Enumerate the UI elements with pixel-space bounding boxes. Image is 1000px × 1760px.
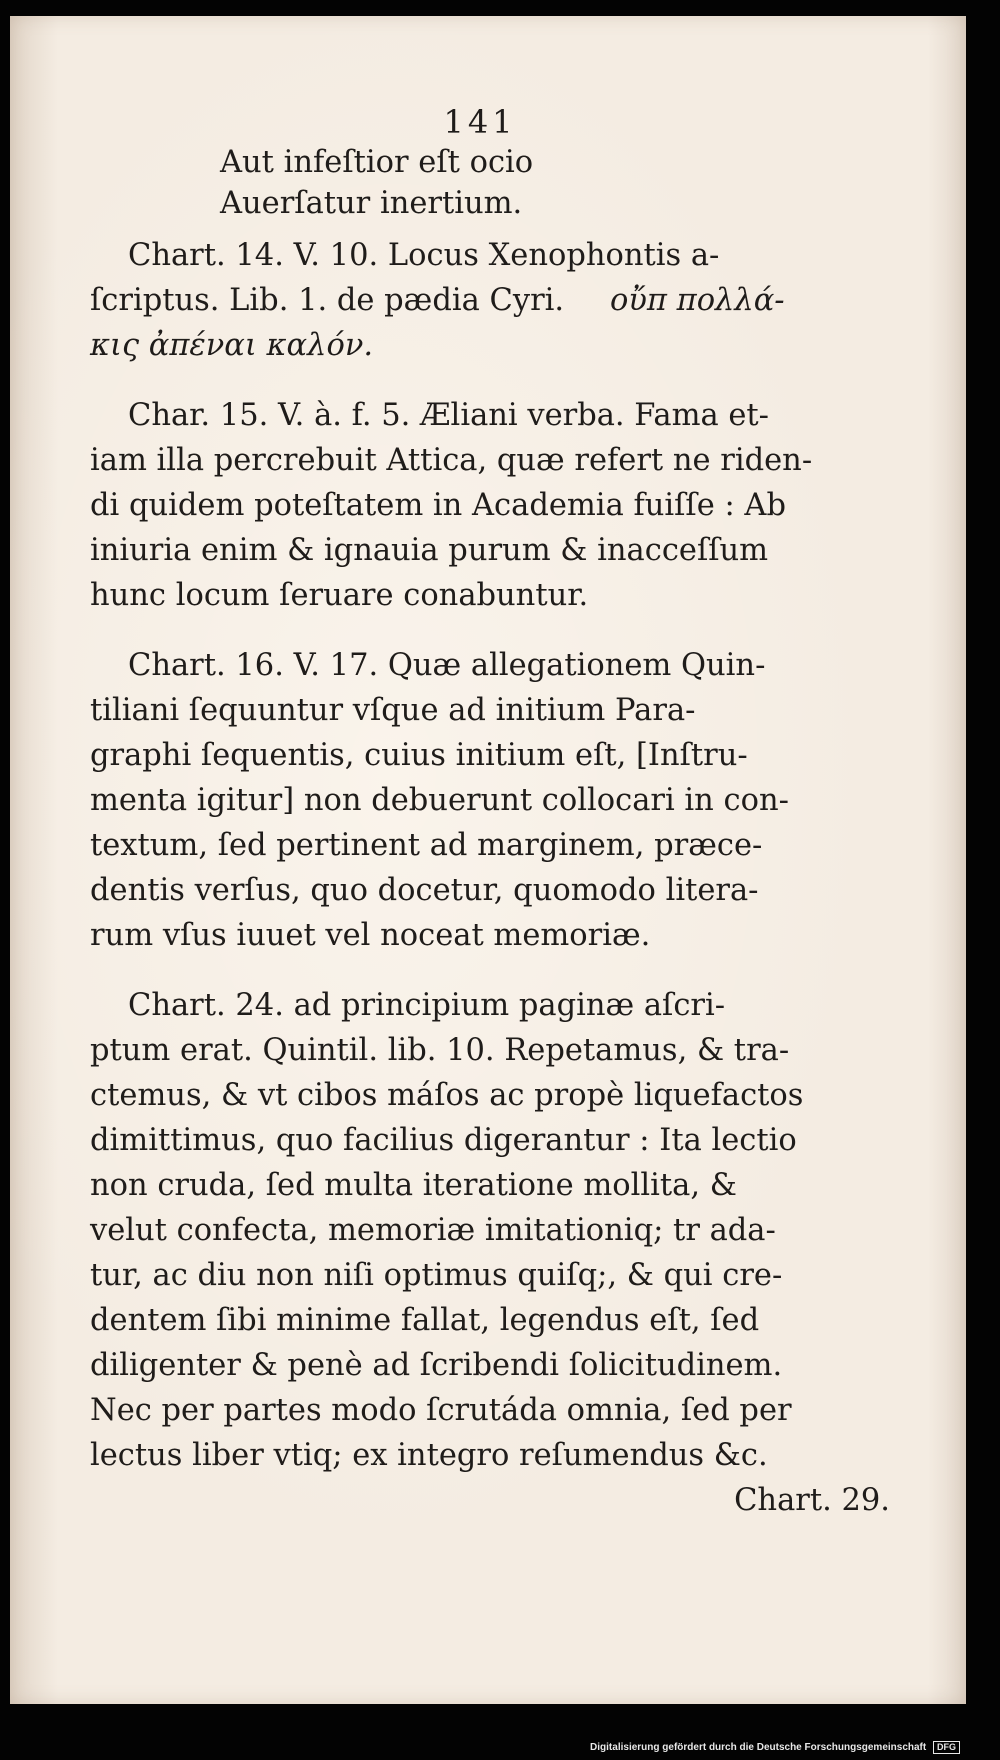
text-line-4: ſcriptus. Lib. 1. de pædia Cyri. — [90, 283, 565, 318]
text-line-12: Chart. 16. V. 17. Quæ allegationem Quin- — [128, 648, 766, 683]
text-line-24: velut confecta, memoriæ imitationiq; tr ada- — [90, 1213, 776, 1248]
credit-text: Digitalisierung gefördert durch die Deutsche Forschungsgemeinschaft — [590, 1742, 927, 1754]
text-line-21: ctemus, & vt cibos máſos ac propè liquefactos — [90, 1078, 804, 1113]
text-line-18: rum vſus iuuet vel noceat memoriæ. — [90, 918, 651, 953]
digitization-credit — [590, 1741, 960, 1754]
text-line-16: textum, ſed pertinent ad marginem, præce- — [90, 828, 763, 863]
page-number: 141 — [443, 103, 517, 141]
text-line-13: tiliani ſequuntur vſque ad initium Para- — [90, 693, 696, 728]
text-line-11: hunc locum ſeruare conabuntur. — [90, 578, 589, 613]
text-line-10: iniuria enim & ignauia purum & inacceſſum — [90, 533, 769, 568]
text-line-28: Nec per partes modo ſcrutáda omnia, ſed per — [90, 1393, 792, 1428]
book-page — [10, 16, 966, 1704]
greek-line-1: οὔπ πολλά- — [610, 283, 785, 318]
text-line-23: non cruda, ſed multa iteratione mollita, & — [90, 1168, 737, 1203]
text-line-9: di quidem poteſtatem in Academia fuiſſe : Ab — [90, 488, 786, 523]
catchword: Chart. 29. — [734, 1483, 890, 1518]
text-line-17: dentis verſus, quo docetur, quomodo litera- — [90, 873, 759, 908]
text-line-22: dimittimus, quo facilius digerantur : Ita lectio — [90, 1123, 797, 1158]
verse-line-1: Aut infeſtior eſt ocio — [220, 145, 534, 180]
greek-line-2: κις ἀπέναι καλόν. — [90, 328, 374, 363]
text-line-14: graphi ſequentis, cuius initium eſt, [Inſtru- — [90, 738, 748, 773]
text-line-19: Chart. 24. ad principium paginæ aſcri- — [128, 988, 726, 1023]
text-line-27: diligenter & penè ad ſcribendi ſolicitudinem. — [90, 1348, 783, 1383]
text-line-3: Chart. 14. V. 10. Locus Xenophontis a- — [128, 238, 720, 273]
text-line-20: ptum erat. Quintil. lib. 10. Repetamus, & tra- — [90, 1033, 790, 1068]
dfg-logo: DFG — [933, 1741, 960, 1754]
text-line-25: tur, ac diu non niſi optimus quiſq;, & qui cre- — [90, 1258, 783, 1293]
verse-line-2: Auerſatur inertium. — [220, 186, 523, 221]
text-line-7: Char. 15. V. à. f. 5. Æliani verba. Fama et- — [128, 398, 769, 433]
text-line-8: iam illa percrebuit Attica, quæ refert ne riden- — [90, 443, 813, 478]
text-line-29: lectus liber vtiq; ex integro reſumendus &c. — [90, 1438, 768, 1473]
text-line-26: dentem ſibi minime fallat, legendus eſt, ſed — [90, 1303, 760, 1338]
text-line-15: menta igitur] non debuerunt collocari in con- — [90, 783, 789, 818]
